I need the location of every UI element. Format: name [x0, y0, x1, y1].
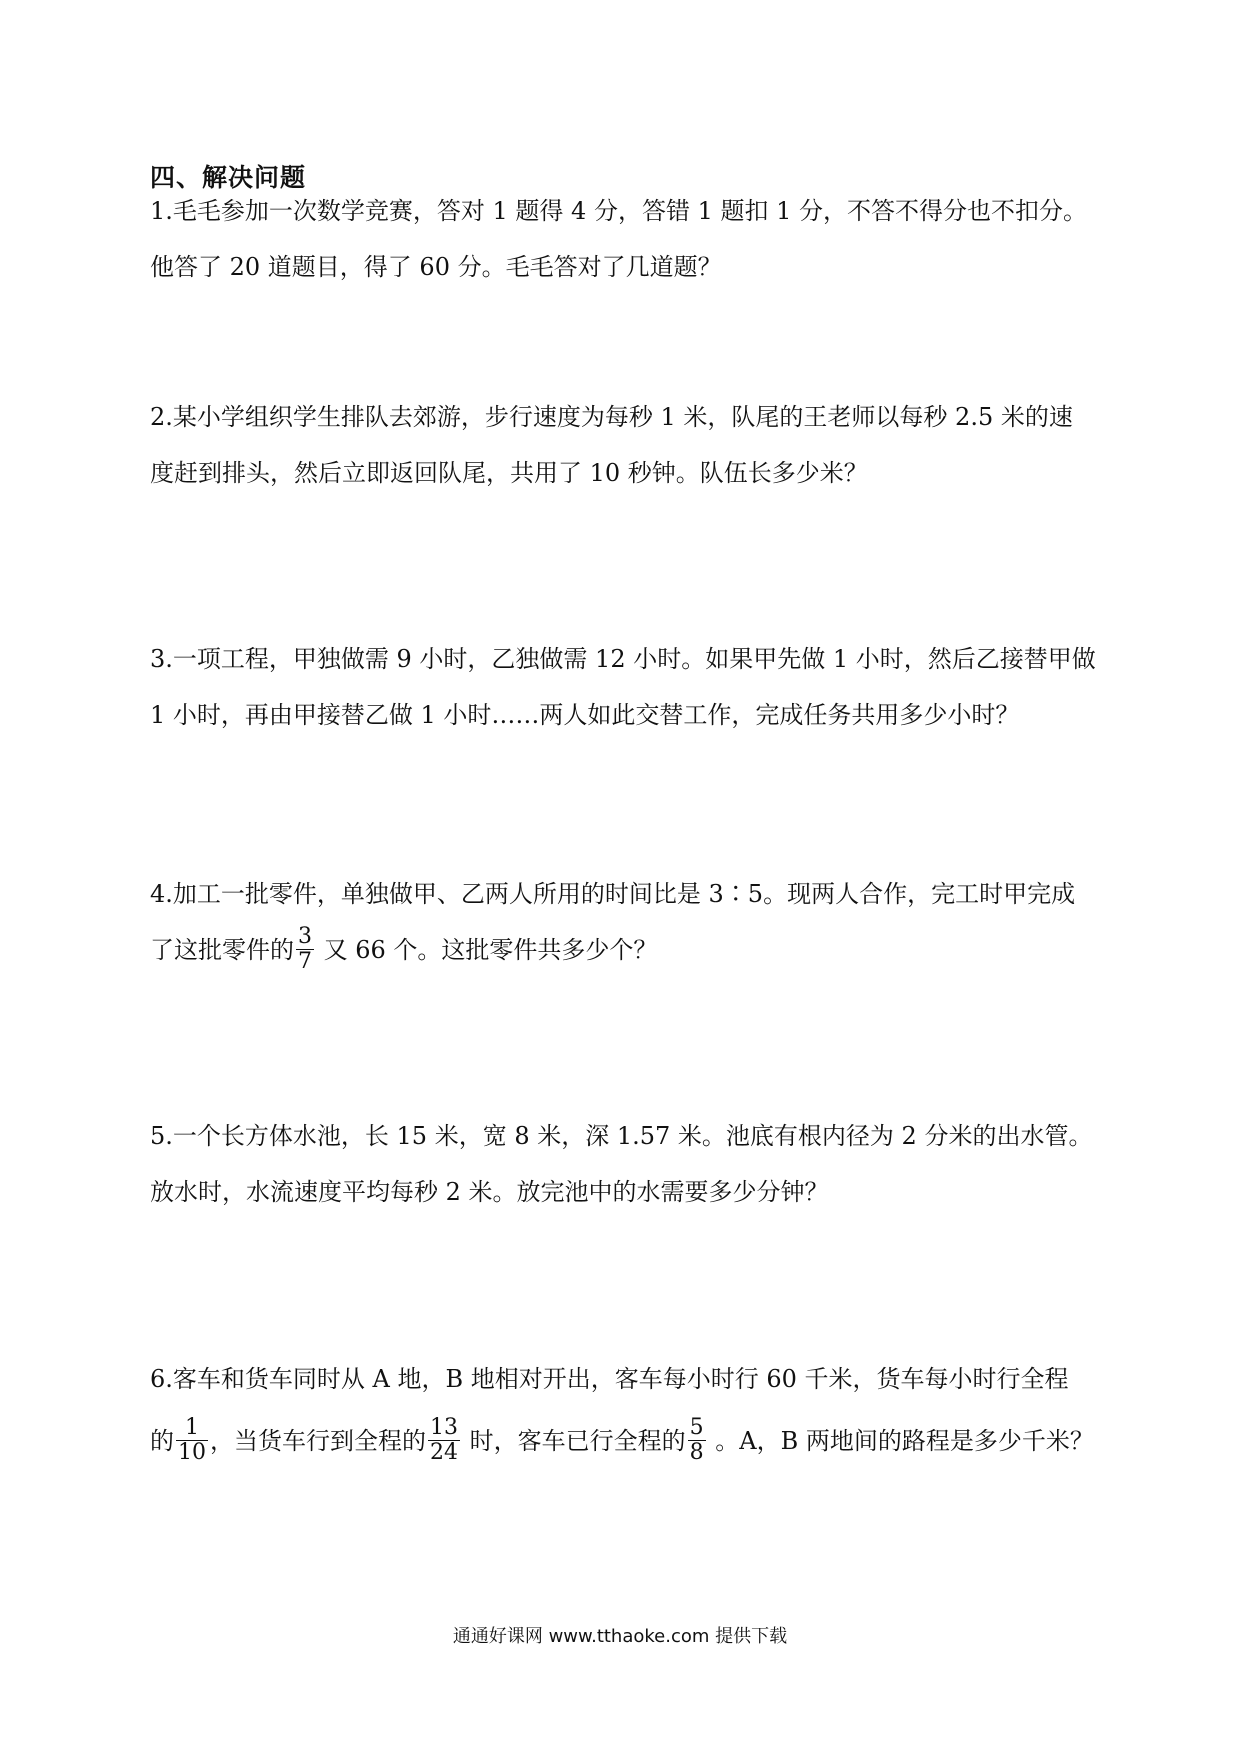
fraction-denominator: 7 [298, 949, 312, 974]
fraction-5-8 [688, 1416, 706, 1465]
problem-3 [150, 631, 1100, 743]
problem-2 [150, 389, 1100, 501]
problem-4-line-1: 4.加工一批零件，单独做甲、乙两人所用的时间比是 3∶5。现两人合作，完工时甲完成 [150, 880, 1076, 908]
fraction-numerator: 1 [176, 1416, 208, 1441]
fraction-numerator: 5 [689, 1415, 704, 1440]
problem-4-text-post: 又 66 个。这批零件共多少个？ [316, 936, 658, 964]
problem-6-seg-3: 时，客车已行全程的 [462, 1427, 686, 1455]
fraction-denominator: 24 [430, 1440, 458, 1465]
fraction-numerator: 13 [430, 1415, 458, 1440]
fraction-denominator: 10 [178, 1440, 206, 1465]
problem-1-line-1: 1.毛毛参加一次数学竞赛，答对 1 题得 4 分，答错 1 题扣 1 分，不答不得分也不扣分。 [150, 197, 1088, 225]
fraction-numerator: 3 [298, 924, 312, 949]
fraction-3-7 [296, 925, 314, 974]
problem-4-text-pre: 了这批零件的 [150, 936, 294, 964]
problem-2-line-2: 度赶到排头，然后立即返回队尾，共用了 10 秒钟。队伍长多少米？ [150, 459, 868, 487]
fraction-1-10 [176, 1416, 208, 1465]
problem-2-line-1: 2.某小学组织学生排队去郊游，步行速度为每秒 1 米，队尾的王老师以每秒 2.5 米的速 [150, 403, 1073, 431]
fraction-13-24 [428, 1416, 460, 1465]
problem-6 [150, 1351, 1100, 1469]
problem-1 [150, 183, 1100, 295]
fraction-denominator: 8 [689, 1440, 704, 1465]
problem-5-line-2: 放水时，水流速度平均每秒 2 米。放完池中的水需要多少分钟？ [150, 1178, 829, 1206]
problem-4 [150, 866, 1100, 978]
problem-4-line-2 [150, 922, 1100, 978]
problem-5 [150, 1108, 1100, 1220]
problem-3-line-2: 1 小时，再由甲接替乙做 1 小时……两人如此交替工作，完成任务共用多少小时？ [150, 701, 1020, 729]
problem-6-line-2 [150, 1413, 1100, 1469]
problem-6-seg-4: 。A，B 两地间的路程是多少千米？ [707, 1427, 1094, 1455]
problem-6-seg-1: 的 [150, 1427, 174, 1455]
section-title: 四、解决问题 [150, 163, 307, 192]
problem-5-line-1: 5.一个长方体水池，长 15 米，宽 8 米，深 1.57 米。池底有根内径为 2 分米的出水管。 [150, 1122, 1093, 1150]
problem-1-line-2: 他答了 20 道题目，得了 60 分。毛毛答对了几道题？ [150, 253, 722, 281]
problem-3-line-1: 3.一项工程，甲独做需 9 小时，乙独做需 12 小时。如果甲先做 1 小时，然后乙接替甲做 [150, 645, 1096, 673]
problem-6-line-1: 6.客车和货车同时从 A 地，B 地相对开出，客车每小时行 60 千米，货车每小时行全程 [150, 1365, 1069, 1393]
footer-credit: 通通好课网 www.tthaoke.com 提供下载 [452, 1626, 788, 1647]
problem-6-seg-2: ，当货车行到全程的 [210, 1427, 426, 1455]
